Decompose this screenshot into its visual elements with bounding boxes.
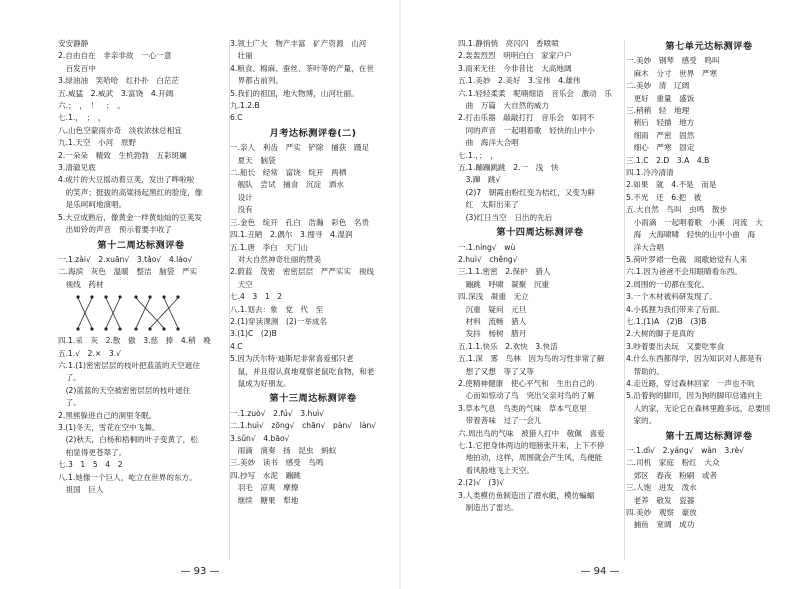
answer-line: 2.轰轰烈烈 明明白白 家家户户 xyxy=(458,51,572,61)
answer-line: 舰队 尝试 捕食 沉淀 洒水 xyxy=(230,180,344,190)
answer-line: 四.1.冷冷清清 xyxy=(626,168,674,178)
answer-line: 六.1.因为爸爸不会用眼睛看东西。 xyxy=(626,267,742,277)
answer-line: 海 大海啸啸 轻快的山中小曲 海 xyxy=(626,230,756,240)
answer-line: 2.如果 就 4.不是 而是 xyxy=(626,180,717,190)
answer-line: 同的声音 一起唱着歌 轻快的山中小 xyxy=(458,125,595,135)
answer-line: 五.1.蹦蹦跳跳 2.一 浅 快 xyxy=(458,163,559,173)
answer-line: 二.美妙 清 辽阔 xyxy=(626,81,690,91)
answer-line: 视线 药材 xyxy=(58,279,104,289)
answer-line: 鼠成为好朋友。 xyxy=(230,378,291,388)
section-title: 第十二周达标测评卷 xyxy=(97,239,185,251)
match-line xyxy=(164,298,178,328)
answer-line: 四.抄写 水泥 蹦跳 xyxy=(230,470,301,480)
page-94 xyxy=(400,0,800,589)
answer-line: 捕鱼 宽阔 成功 xyxy=(626,520,695,530)
answer-line: 4.粮食、棉麻、蚕丝、茶叶等的产量，在世 xyxy=(230,63,374,73)
answer-line: 九.1.天空 小河 原野 xyxy=(58,138,137,148)
answer-line: 带着菩味 过了一会儿 xyxy=(458,416,542,426)
answer-line: 四.1.采 灰 2.散 傲 3.慈 捧 4.稍 晚 xyxy=(58,336,211,346)
answer-line: 3.草本气息 鸟类的气味 草本气息里 xyxy=(458,403,587,413)
answer-line: 一.1.dì√ 2.yáng√ wàn 3.rè√ xyxy=(626,446,745,455)
answer-line: 5.荷叶罗裙一色裁 闻歌始觉有人来 xyxy=(626,254,748,264)
answer-line: 2.蔚蓝 茂密 密密层层 严严实实 视线 xyxy=(230,267,374,277)
page-number-right: — 94 — xyxy=(580,566,620,577)
answer-line: 更好 重量 盛饭 xyxy=(626,93,695,103)
answer-line: 是乐呵呵地演唱。 xyxy=(58,200,127,210)
answer-line: 二.海滨 灰色 温暖 整洁 脑袋 严实 xyxy=(58,267,198,277)
answer-line: 二.1.huì√ zōng√ chān√ pàn√ làn√ xyxy=(230,421,377,431)
answer-line: 3.蹿 跳√ xyxy=(458,175,501,185)
answer-line: 3.sǔn√ 4.bāo√ xyxy=(230,433,290,443)
answer-line: (2)秋天，白杨和梧桐的叶子变黄了，松 xyxy=(58,435,198,445)
answer-line: 3.绿油油 笑哈哈 红扑扑 白茫茫 xyxy=(58,76,180,86)
answer-line: 想了又想 等了又等 xyxy=(458,366,534,376)
answer-line: 2.一朵朵 精致 生机勃勃 五彩斑斓 xyxy=(58,150,187,160)
answer-line: 安安静静 xyxy=(58,39,89,48)
answer-line: 3.一个木材被科研发现了。 xyxy=(626,292,717,302)
answer-line: 4.C xyxy=(230,341,243,351)
column-divider xyxy=(229,40,230,560)
answer-line: 百发百中 xyxy=(58,63,96,73)
answer-line: 三.1.C 2.D 3.A 4.B xyxy=(626,155,710,165)
answer-line: 七.1.， ； ， xyxy=(58,113,106,123)
answer-line: 四.美妙 观察 豪放 xyxy=(626,508,697,518)
answer-line: 界都占前列。 xyxy=(230,76,284,86)
answer-line: 羽毛 凉爽 摩擦 xyxy=(230,483,299,493)
answer-line: 五.1.美妙 2.美好 3.宝伟 4.雄伟 xyxy=(458,76,581,86)
answer-line: 五.1.深 雾 鸟林 因为鸟的习性非常了解 xyxy=(458,354,605,364)
answer-line: 5.大豆成熟后，像黄金一样黄灿灿的豆荚发 xyxy=(58,212,202,222)
answer-line: (2)蓝蓝的天空被密密层层的枝叶遮住 xyxy=(58,385,191,395)
answer-line: 七.3 1 5 4 2 xyxy=(58,460,123,470)
answer-line: 蹦跳 呼啸 凝聚 沉重 xyxy=(458,279,550,289)
answer-line: 五.1.√ 2.× 3.√ xyxy=(58,348,121,358)
answer-line: 4.成片的大豆摇动着豆荚，发出了哗啦啦 xyxy=(58,175,195,185)
answer-line: 3.(1)冬天，雪花在空中飞舞。 xyxy=(58,422,160,432)
answer-line: 七.1.(1)A (2)B (3)B xyxy=(626,316,707,326)
answer-line: 2.使精神健康 使心平气和 生出自己的 xyxy=(458,378,595,388)
answer-line: 3.(1)C (2)B xyxy=(230,329,277,339)
answer-line: 5.因为沃尔特·迪斯尼非常喜爱那只老 xyxy=(230,354,354,364)
answer-line: 一.1.níng√ wù xyxy=(458,242,516,252)
answer-line: 柏显得更苍翠了。 xyxy=(58,447,127,457)
answer-line: 夏天 脑袋 xyxy=(230,155,276,165)
answer-line: 3.人类模仿鱼制造出了潜水艇，模仿蝙蝠 xyxy=(458,490,595,500)
answer-line: 三.金色 绽开 孔白 浩瀚 彩色 名贵 xyxy=(230,217,370,227)
matching-lines-diagram xyxy=(74,293,194,333)
answer-line: 地拍动，这样，周围就会产生风，鸟便能 xyxy=(458,453,603,463)
answer-line: 郊区 春夜 粉刷 或者 xyxy=(626,470,718,480)
answer-line: 2.huì√ chěng√ xyxy=(458,254,518,264)
answer-line: 一.亲人 利齿 严实 铲除 捕获 蹑足 xyxy=(230,143,370,153)
answer-line: 七.1.它把身体两边的翅膀张开来，上下不停 xyxy=(458,441,605,450)
answer-line: 沉重 疑问 元旦 xyxy=(458,304,527,314)
section-title: 月考达标测评卷(二) xyxy=(269,127,357,139)
answer-line: 壮丽 xyxy=(230,51,253,61)
column-4 xyxy=(626,38,792,532)
answer-line: 曲 海洋大合唱 xyxy=(458,138,519,148)
answer-line: 2.打击乐器 敲敲打打 音乐会 如同不 xyxy=(458,113,595,123)
answer-line: 一.1.zuò√ 2.fú√ 3.huì√ xyxy=(230,408,325,418)
answer-line: 4.什么东西都得学，因为知识对人都是有 xyxy=(626,354,763,364)
answer-line: 5.不光 还 6.把 被 xyxy=(626,192,702,202)
section-title: 第十四周达标测评卷 xyxy=(496,227,584,239)
answer-line: 六.1.轻轻柔柔 呢喃细语 音乐会 激动 乐 xyxy=(458,88,612,98)
answer-line: 对大自然神奇壮丽的赞美 xyxy=(230,254,322,264)
section-title: 第十五周达标测评卷 xyxy=(665,430,753,442)
answer-line: 人的家，无论它在森林里跑多远，总要回 xyxy=(626,403,771,413)
answer-line: 六.1.(1)密密层层的枝叶把蓝蓝的天空遮住 xyxy=(58,360,200,370)
match-line xyxy=(150,298,178,328)
answer-line: 二.船长 经常 富饶 绽开 两栖 xyxy=(230,168,347,178)
answer-line: 看风般地飞上天空。 xyxy=(458,465,534,475)
answer-line: 3.雨来无往 今非昔比 大高地阔 xyxy=(458,63,572,73)
answer-line: 五.大自然 鸟叫 虫鸣 散步 xyxy=(626,205,728,215)
answer-line: 稍后 轻描 地方 xyxy=(626,118,695,128)
answer-line: 了。 xyxy=(58,373,81,383)
column-divider xyxy=(624,40,625,560)
answer-line: 3.清澈见底 xyxy=(58,163,96,173)
answer-line: 三.美妙 读书 感受 鸟鸣 xyxy=(230,458,324,468)
answer-line: 发抖 杨树 腊月 xyxy=(458,329,527,339)
answer-line: 3.吵着要出去玩 又要吃零食 xyxy=(626,341,725,351)
answer-line: 小雨滴 一起唱着歌 小溪 河流 大 xyxy=(626,217,763,227)
answer-line: 4.小狐狸为我们带来了后面。 xyxy=(626,304,725,314)
answer-line: 五.1.唐 李白 天门山 xyxy=(230,242,309,252)
column-3 xyxy=(458,38,622,514)
answer-line: 设计 xyxy=(230,192,253,202)
answer-line: 了。 xyxy=(58,398,81,408)
answer-line: 3.领土广大 物产丰富 矿产资源 山河 xyxy=(230,39,367,48)
match-line xyxy=(136,298,150,328)
answer-line: 七.4 3 1 2 xyxy=(230,292,283,302)
answer-line: 的笑声；挺拔的高粱扬起黑红的脸庞，像 xyxy=(58,187,203,197)
answer-line: 洋大合唱 xyxy=(626,242,664,252)
answer-line: 鼠，并且很认真地观察老鼠吃食物，和老 xyxy=(230,366,375,376)
answer-line: 2.黑熊躲进自己的洞里冬眠。 xyxy=(58,410,157,420)
answer-line: 2.大树的脚子是真的 xyxy=(626,329,694,339)
column-1 xyxy=(58,38,224,496)
page-number-left: — 93 — xyxy=(180,566,220,577)
answer-line: 六.周出鸟的气味 被猎人打中 敬佩 喜爱 xyxy=(458,428,605,438)
answer-line: 材料 流畅 猎人 xyxy=(458,316,527,326)
answer-line: 五.1.1.快乐 2.欢快 3.快活 xyxy=(458,341,558,351)
answer-line: 四.深浅 凝重 无立 xyxy=(458,292,529,302)
answer-line: 九.1.2.B xyxy=(230,101,260,111)
answer-line: 五.威猛 2.威武 3.富饶 4.开阔 xyxy=(58,88,174,98)
answer-line: 2.自由自在 非亲非故 一心一意 xyxy=(58,51,172,61)
answer-line: 八.1.她像一个巨人，屹立在世界的东方。 xyxy=(58,472,197,482)
answer-line: 一.1.zài√ 2.xuān√ 3.tǎo√ 4.láo√ xyxy=(58,254,193,264)
answer-line: 四.1.丑陋 2.偶尔 3.搜寻 4.湿润 xyxy=(230,230,353,240)
answer-line: (3)红日当空 日出的先后 xyxy=(458,212,553,222)
answer-line: 三.稍稍 轻 地理 xyxy=(626,106,690,116)
answer-line: 一.美妙 钢琴 感受 鸣叫 xyxy=(626,56,720,66)
answer-line: 心而如惊动了鸟 突出父亲对鸟的了解 xyxy=(458,391,595,401)
answer-line: 二.司机 家庭 粉红 大众 xyxy=(626,458,720,468)
answer-line: 老养 敬发 瓷器 xyxy=(626,495,695,505)
answer-line: 细雨 严密 固然 xyxy=(626,130,695,140)
answer-line: 2.周围的一切都在变化。 xyxy=(626,279,710,289)
match-line xyxy=(136,298,164,328)
answer-line: 曲 万篇 大自然的威力 xyxy=(458,101,550,111)
answer-line: (2)7 朝霞由粉红变为桔红，又变为鲜 xyxy=(458,187,596,197)
section-title: 第十三周达标测评卷 xyxy=(269,393,357,405)
answer-line: 继续 糖果 犁地 xyxy=(230,495,299,505)
answer-line: 5.我们的祖国，地大物博，山河壮丽。 xyxy=(230,88,359,98)
answer-line: 2.(2)√ (3)√ xyxy=(458,478,505,488)
answer-line: 七.1.，； ， xyxy=(458,150,499,160)
answer-line: 雨滴 演奏 扬 昆虫 蚂蚁 xyxy=(230,446,337,455)
answer-line: 红 太阳出来了 xyxy=(458,200,519,210)
answer-line: 6.C xyxy=(230,113,243,123)
answer-line: 5.沿着狗的脚印，因为狗的脚印总通向主 xyxy=(626,391,763,401)
column-2 xyxy=(230,38,396,507)
answer-line: 祖国 巨人 xyxy=(58,485,104,494)
answer-line: 八.山色空蒙雨亦奇 淡妆浓抹总相宜 xyxy=(58,125,182,135)
answer-line: 2.(1)穿读课测 (2)一举成名 xyxy=(230,316,328,326)
answer-line: 麻木 分寸 世界 严寒 xyxy=(626,68,718,78)
section-title: 第七单元达标测评卷 xyxy=(665,41,753,52)
answer-line: 四.1.静悄悄 亮闪闪 香喷喷 xyxy=(458,39,559,48)
answer-line: 帮助的。 xyxy=(626,366,664,376)
answer-line: 家的。 xyxy=(626,416,657,426)
answer-line: 八.1.划去：象 党 代 至 xyxy=(230,304,324,314)
answer-line: 六.； ， ！ ； 。 xyxy=(58,101,125,111)
answer-line: 天空 xyxy=(230,279,253,289)
answer-line: 三.1.1.密密 2.保护 猎人 xyxy=(458,267,551,277)
answer-line: 4.走近路，穿过森林回家 一声也不吭 xyxy=(626,378,755,388)
answer-line: 细心 严寒 固定 xyxy=(626,143,695,153)
answer-line: 三.人饱 进发 泼水 xyxy=(626,483,697,493)
answer-line: 出如铃的声音 预示着要丰收了 xyxy=(58,225,172,235)
answer-line: 制造出了雷达。 xyxy=(458,503,519,513)
answer-line: 没有 xyxy=(230,205,253,215)
